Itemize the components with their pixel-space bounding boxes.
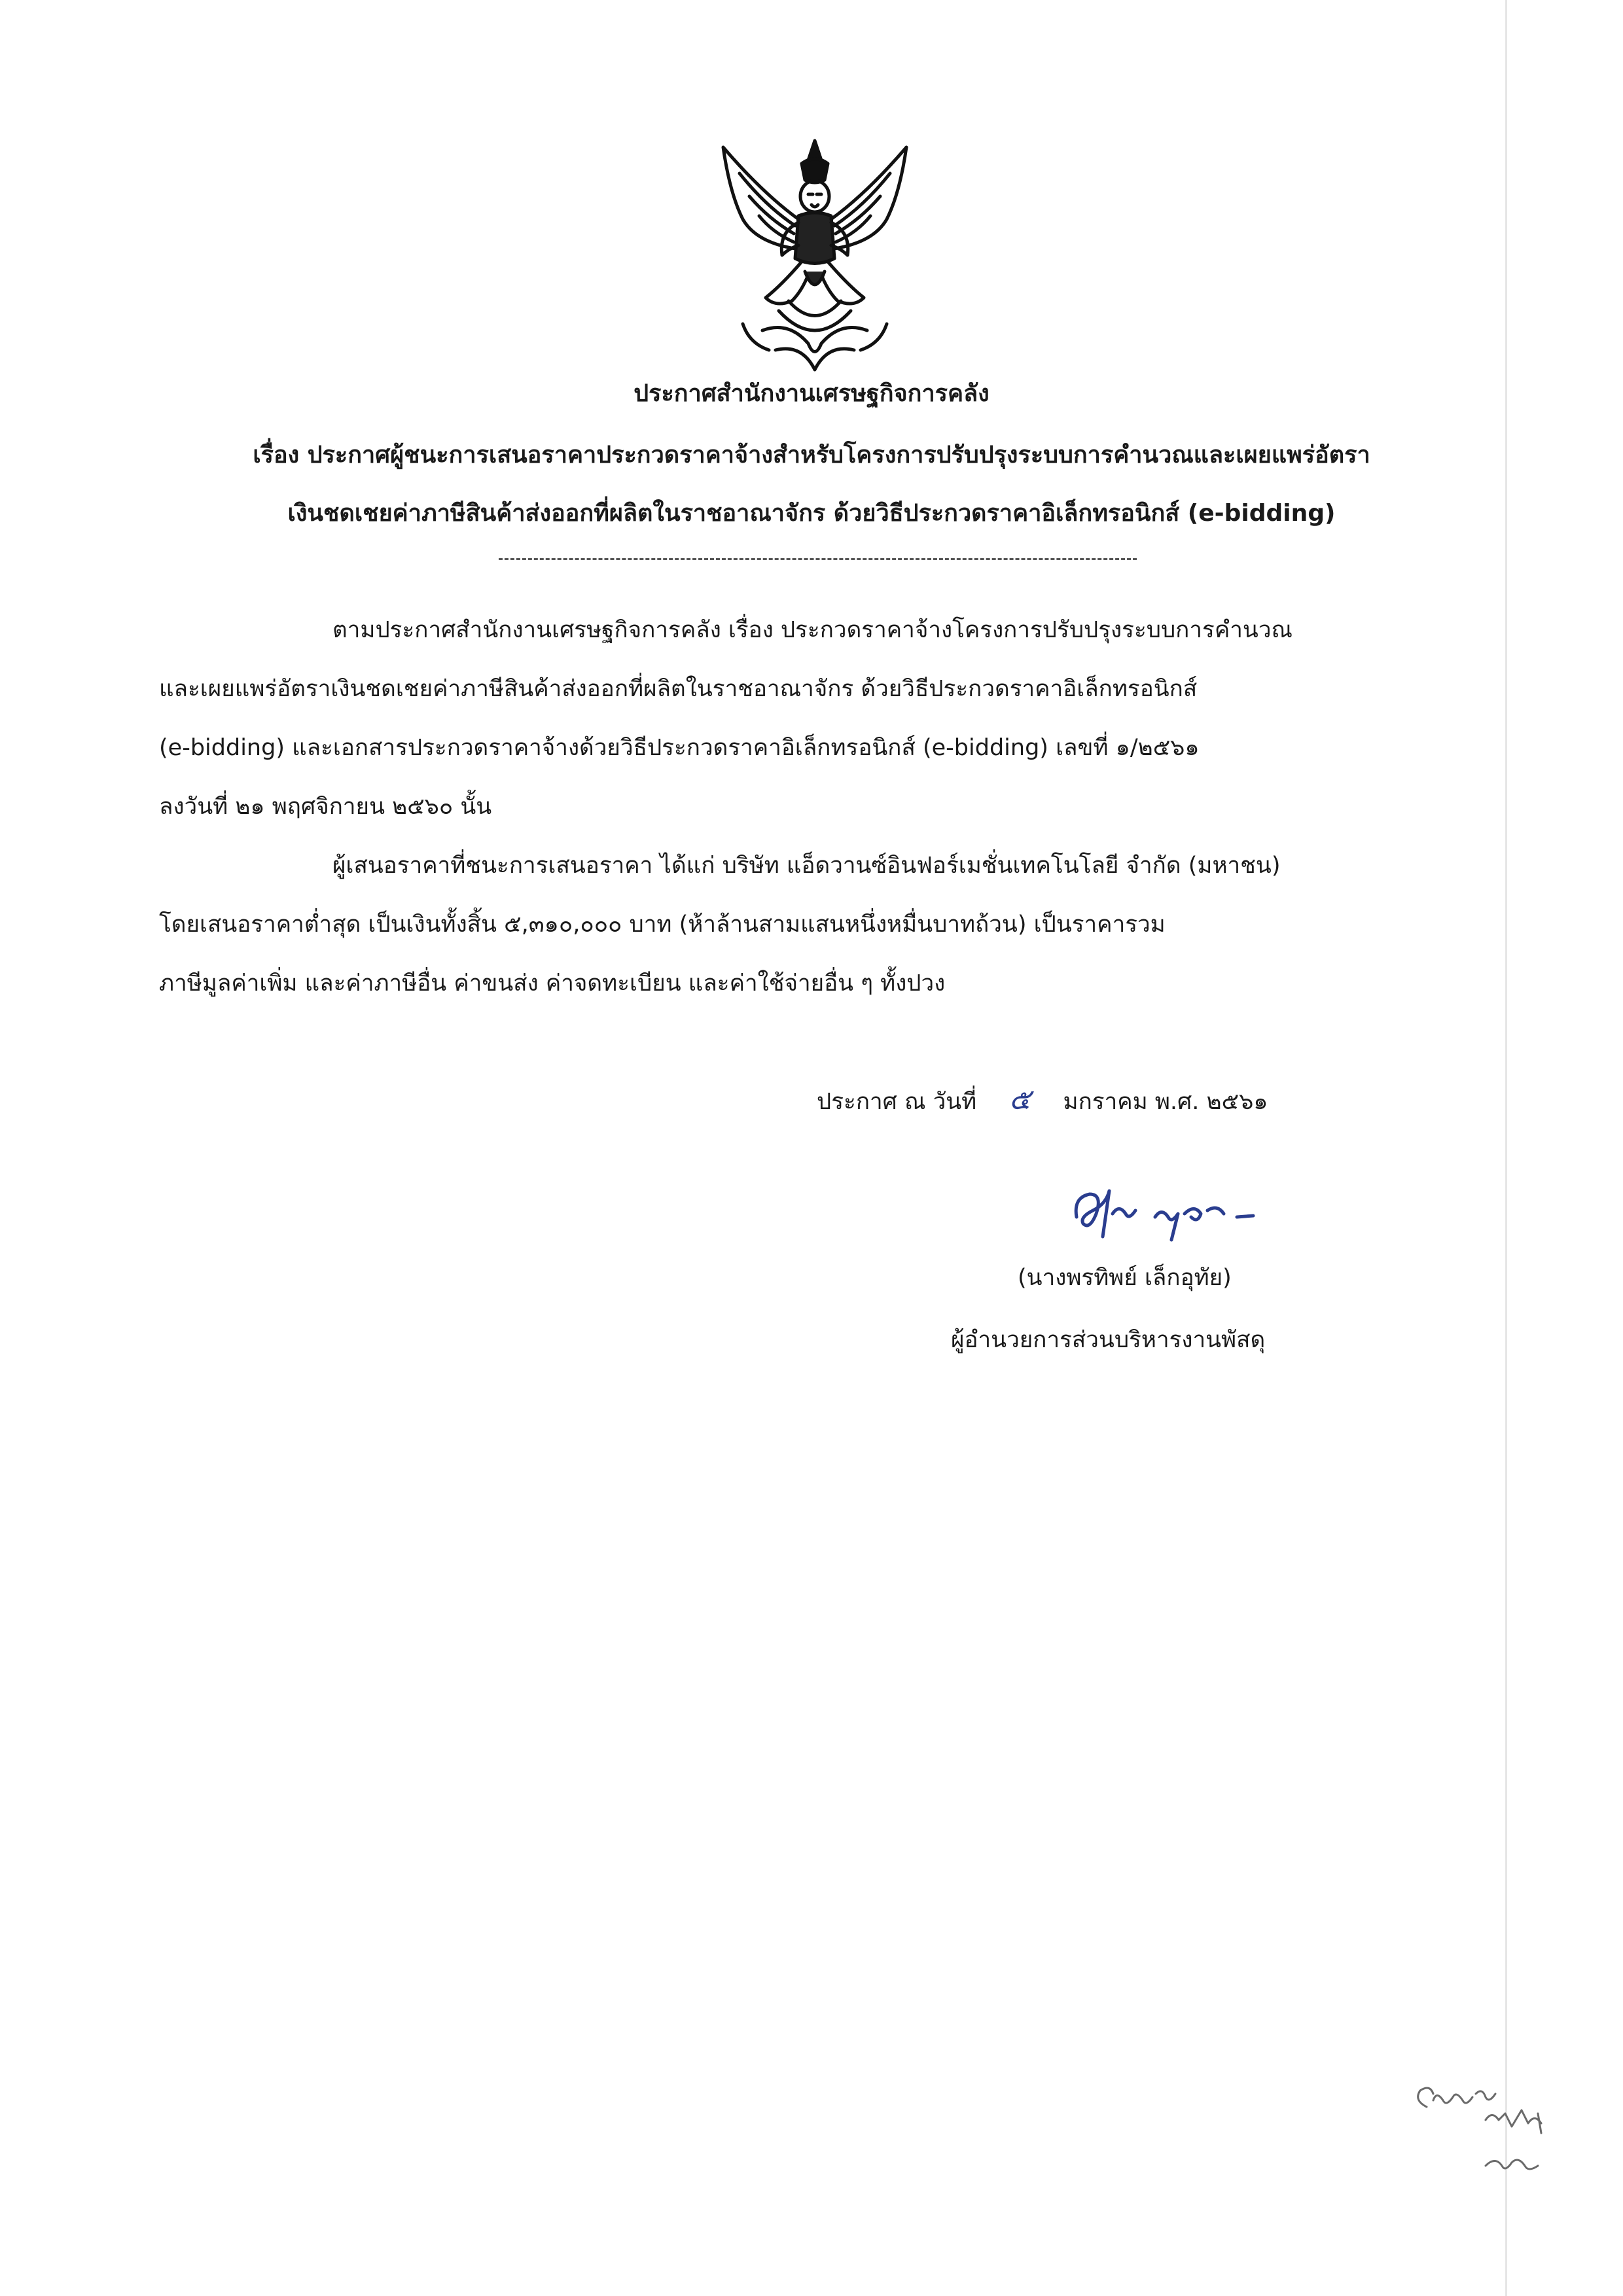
- paragraph1-line4: ลงวันที่ ๒๑ พฤศจิกายน ๒๕๖๐ นั้น: [159, 794, 492, 820]
- paragraph1-line2: และเผยแพร่อัตราเงินชดเชยค่าภาษีสินค้าส่งออกที่ผลิตในราชอาณาจักร ด้วยวิธีประกวดราคาอิเล็กทรอนิกส์: [159, 676, 1198, 702]
- paragraph2-line3: ภาษีมูลค่าเพิ่ม และค่าภาษีอื่น ค่าขนส่ง ค่าจดทะเบียน และค่าใช้จ่ายอื่น ๆ ทั้งปวง: [159, 970, 946, 997]
- announcement-subject-line2: เงินชดเชยค่าภาษีสินค้าส่งออกที่ผลิตในราชอาณาจักร ด้วยวิธีประกวดราคาอิเล็กทรอนิกส์ (e-bidding): [287, 500, 1336, 527]
- separator-line: [499, 558, 1137, 560]
- handwritten-note: [1407, 2074, 1564, 2192]
- paragraph2-line1: ผู้เสนอราคาที่ชนะการเสนอราคา ได้แก่ บริษัท แอ็ดวานซ์อินฟอร์เมชั่นเทคโนโลยี จำกัด (มหาชน): [332, 853, 1281, 879]
- paragraph1-line1: ตามประกาศสำนักงานเศรษฐกิจการคลัง เรื่อง ประกวดราคาจ้างโครงการปรับปรุงระบบการคำนวณ: [332, 617, 1293, 643]
- paragraph1-line3: (e-bidding) และเอกสารประกวดราคาจ้างด้วยวิธีประกวดราคาอิเล็กทรอนิกส์ (e-bidding) เลขที่ ๑/๒๕๖๑: [159, 735, 1200, 761]
- date-day-handwritten: ๕: [1008, 1083, 1031, 1116]
- garuda-emblem-icon: [704, 134, 926, 380]
- announcement-subject-line1: เรื่อง ประกาศผู้ชนะการเสนอราคาประกวดราคาจ้างสำหรับโครงการปรับปรุงระบบการคำนวณและเผยแพร่อัตรา: [253, 442, 1370, 468]
- signatory-position: ผู้อำนวยการส่วนบริหารงานพัสดุ: [951, 1327, 1266, 1353]
- handwritten-signature: [1057, 1178, 1266, 1250]
- announcement-date: [817, 1076, 1268, 1122]
- date-prefix: ประกาศ ณ วันที่: [817, 1089, 977, 1115]
- announcement-title: ประกาศสำนักงานเศรษฐกิจการคลัง: [633, 380, 990, 407]
- signatory-name: (นางพรทิพย์ เล็กอุทัย): [1018, 1265, 1232, 1291]
- paragraph2-line2: โดยเสนอราคาต่ำสุด เป็นเงินทั้งสิ้น ๕,๓๑๐,๐๐๐ บาท (ห้าล้านสามแสนหนึ่งหมื่นบาทถ้วน) เป็นราคารวม: [159, 911, 1166, 938]
- date-month-year: มกราคม พ.ศ. ๒๕๖๑: [1063, 1089, 1268, 1115]
- page-edge-line: [1505, 0, 1507, 2296]
